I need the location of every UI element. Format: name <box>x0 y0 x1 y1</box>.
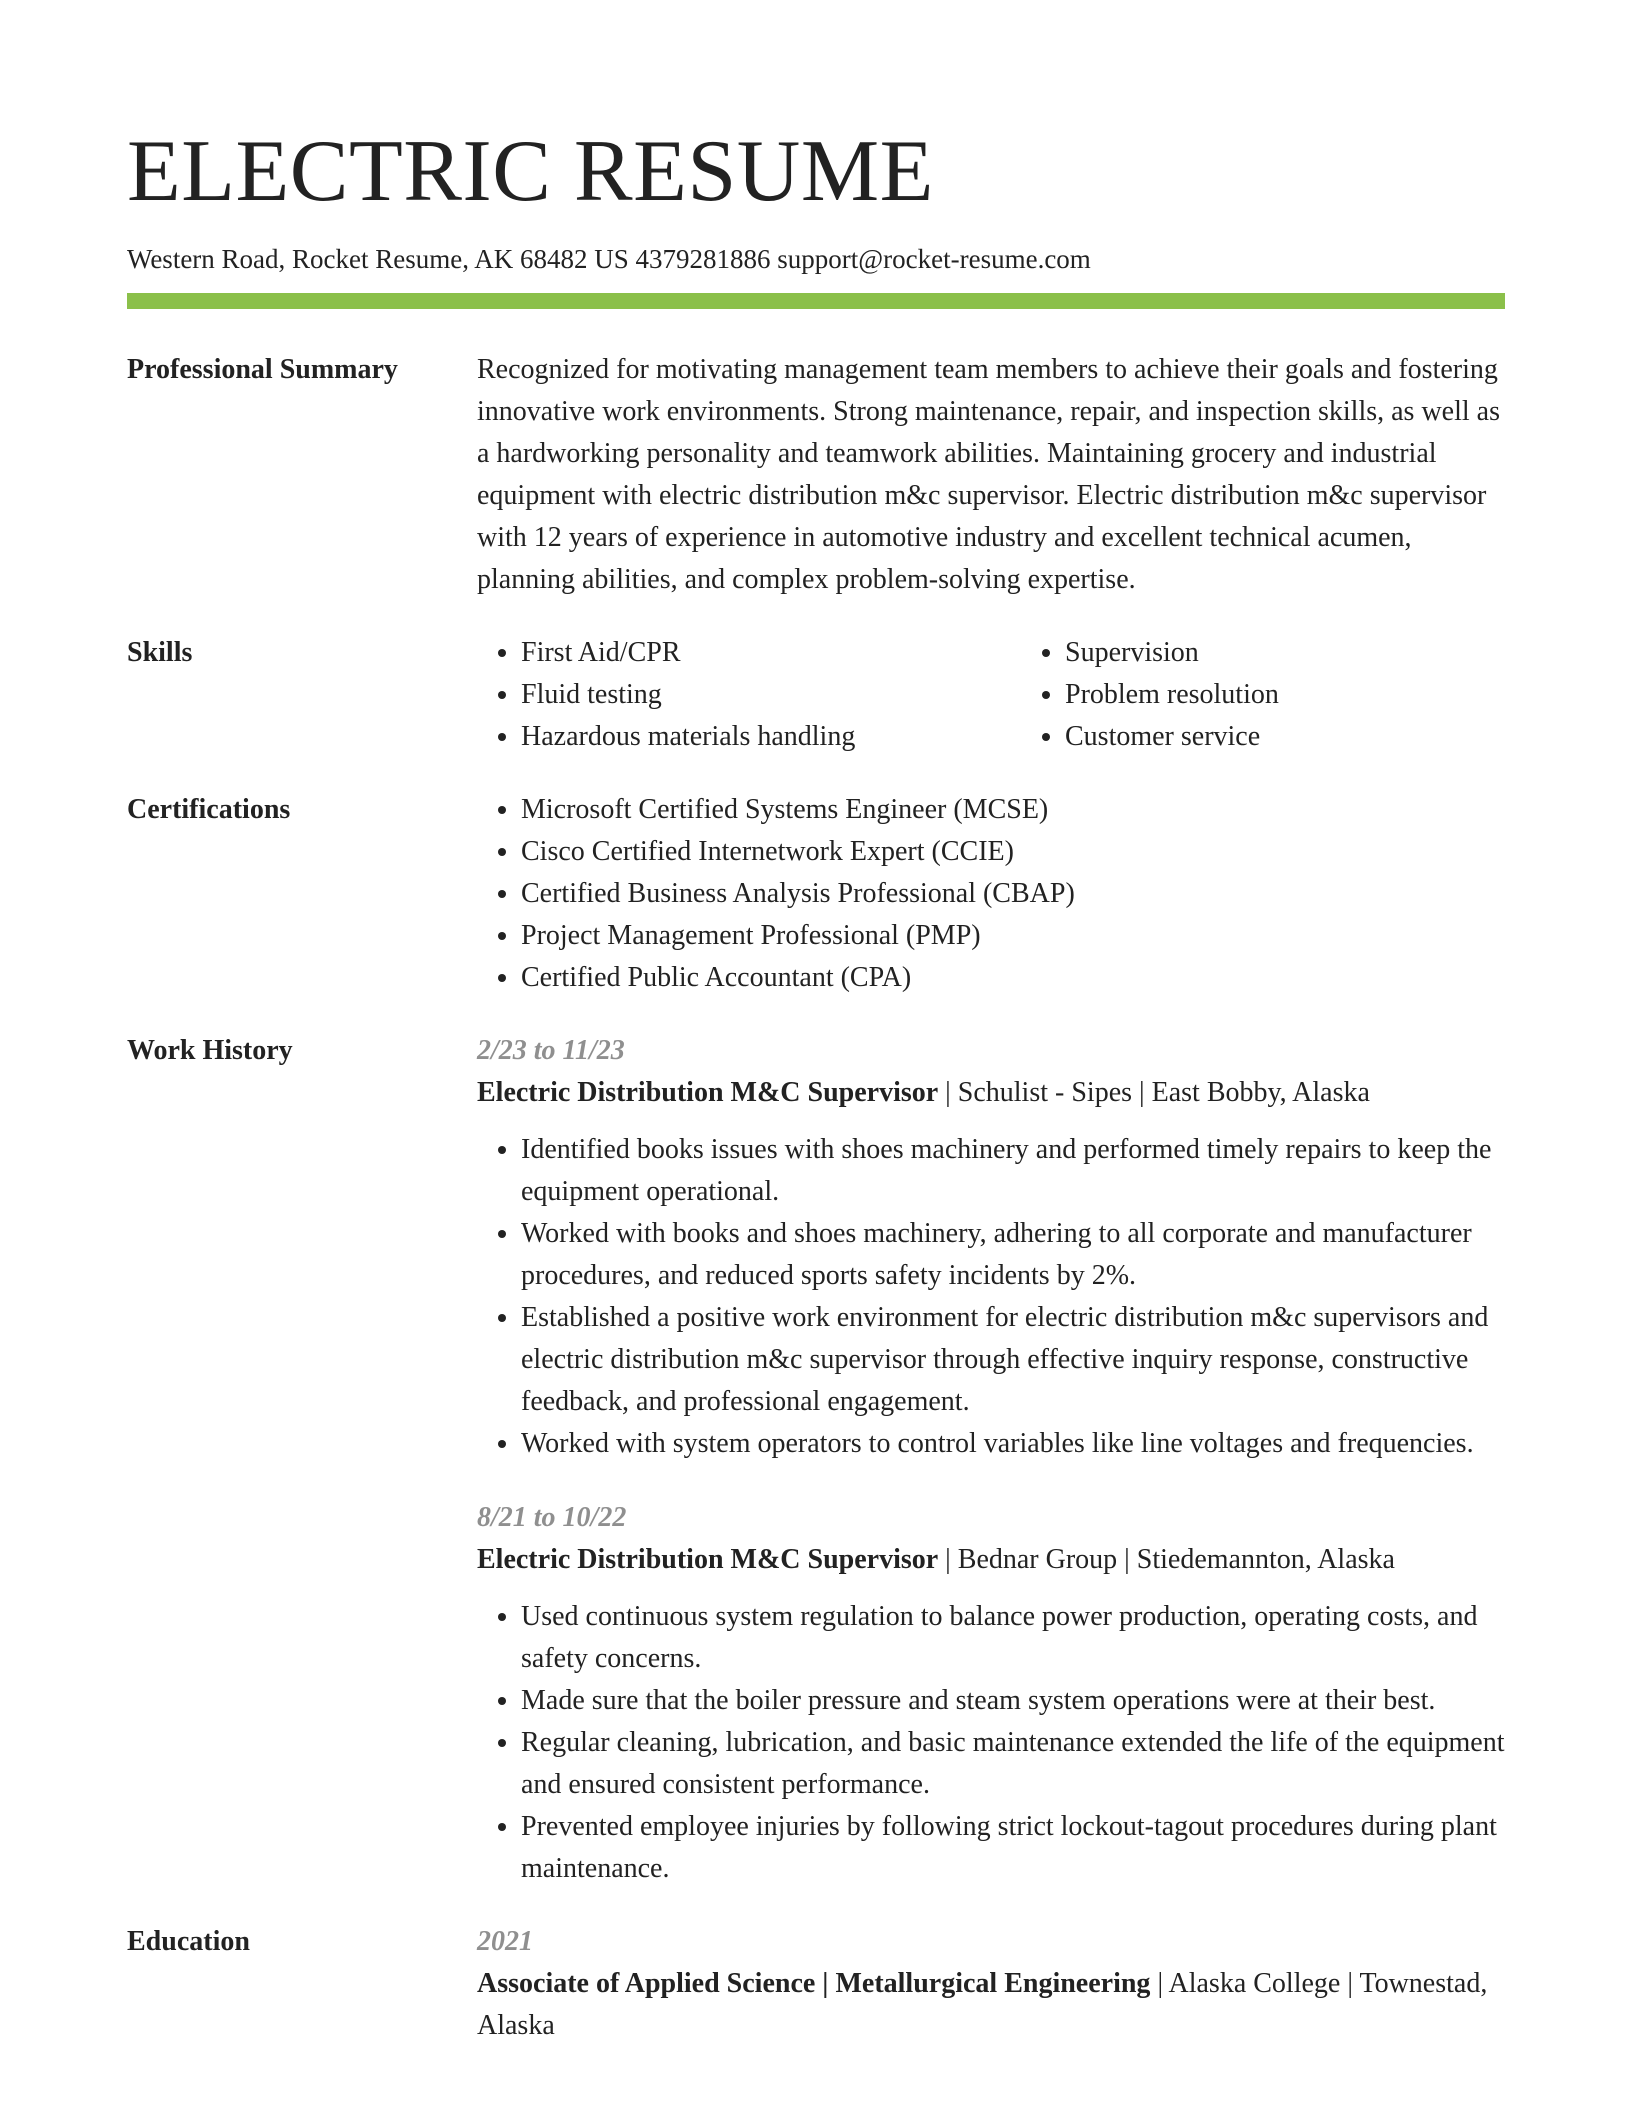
certifications-section <box>127 789 1505 999</box>
job-role: Electric Distribution M&C Supervisor <box>477 1544 939 1576</box>
certification-item: • Certified Business Analysis Professional (CBAP) <box>521 873 1505 915</box>
education-details: | Alaska College | Townestad, Alaska <box>477 1968 1488 2042</box>
job-bullets <box>477 1596 1505 1890</box>
job-heading <box>477 1539 1505 1581</box>
certification-item: • Project Management Professional (PMP) <box>521 915 1505 957</box>
contact-email: support@rocket-resume.com <box>777 244 1091 274</box>
job-bullet: • Established a positive work environment for electric distribution m&c supervisors and electric distribution m&c supervisor through effective inquiry response, constructive feedback, and professional engagement. <box>521 1297 1505 1423</box>
header-divider <box>127 293 1505 309</box>
job-bullets <box>477 1129 1505 1465</box>
job-entry <box>477 1497 1505 1890</box>
education-title: Education <box>127 1926 250 1958</box>
job-details: | Schulist - Sipes | East Bobby, Alaska <box>938 1077 1370 1109</box>
summary-section <box>127 349 1505 601</box>
skill-item: • Fluid testing <box>521 674 1021 716</box>
education-section <box>127 1921 1505 2047</box>
summary-title: Professional Summary <box>127 354 398 386</box>
education-degree: Associate of Applied Science | Metallurgical Engineering <box>477 1968 1151 2000</box>
job-entry <box>477 1030 1505 1465</box>
certification-item: • Certified Public Accountant (CPA) <box>521 957 1505 999</box>
contact-address: Western Road, Rocket Resume, AK 68482 US <box>127 244 629 274</box>
job-bullet: • Worked with books and shoes machinery, adhering to all corporate and manufacturer procedures, and reduced sports safety incidents by 2%. <box>521 1213 1505 1297</box>
skill-item: • Hazardous materials handling <box>521 716 1021 758</box>
summary-text: Recognized for motivating management team members to achieve their goals and fostering innovative work environments. Strong maintenance, repair, and inspection skills, as well as a hardworking personality and teamwork abilities. Maintaining grocery and industrial equipment with electric distribution m&c supervisor. Electric distribution m&c supervisor with 12 years of experience in automotive industry and excellent technical acumen, planning abilities, and complex problem-solving expertise. <box>477 354 1500 596</box>
skills-list-left <box>477 632 1021 758</box>
skill-item: • First Aid/CPR <box>521 632 1021 674</box>
job-bullet: • Prevented employee injuries by following strict lockout-tagout procedures during plant maintenance. <box>521 1806 1505 1890</box>
job-bullet: • Identified books issues with shoes machinery and performed timely repairs to keep the equipment operational. <box>521 1129 1505 1213</box>
job-bullet: • Used continuous system regulation to balance power production, operating costs, and safety concerns. <box>521 1596 1505 1680</box>
skills-title: Skills <box>127 637 193 669</box>
education-heading <box>477 1963 1505 2047</box>
certification-item: • Microsoft Certified Systems Engineer (MCSE) <box>521 789 1505 831</box>
resume-name: ELECTRIC RESUME <box>127 123 934 220</box>
certifications-title: Certifications <box>127 794 291 826</box>
job-date: 8/21 to 10/22 <box>477 1502 627 1534</box>
contact-line <box>127 242 1505 277</box>
certification-item: • Cisco Certified Internetwork Expert (CCIE) <box>521 831 1505 873</box>
skill-item: • Supervision <box>1065 632 1565 674</box>
job-bullet: • Made sure that the boiler pressure and steam system operations were at their best. <box>521 1680 1505 1722</box>
work-history-section <box>127 1030 1505 1890</box>
education-date: 2021 <box>477 1926 533 1958</box>
certifications-list <box>477 789 1505 999</box>
skills-list-right <box>1021 632 1565 758</box>
contact-phone: 4379281886 <box>635 244 771 274</box>
skills-section <box>127 632 1505 758</box>
work-history-title: Work History <box>127 1035 293 1067</box>
job-heading <box>477 1072 1505 1114</box>
skill-item: • Problem resolution <box>1065 674 1565 716</box>
job-bullet: • Regular cleaning, lubrication, and basic maintenance extended the life of the equipment and ensured consistent performance. <box>521 1722 1505 1806</box>
job-role: Electric Distribution M&C Supervisor <box>477 1077 939 1109</box>
job-bullet: • Worked with system operators to control variables like line voltages and frequencies. <box>521 1423 1505 1465</box>
job-details: | Bednar Group | Stiedemannton, Alaska <box>938 1544 1395 1576</box>
job-date: 2/23 to 11/23 <box>477 1035 625 1067</box>
skill-item: • Customer service <box>1065 716 1565 758</box>
